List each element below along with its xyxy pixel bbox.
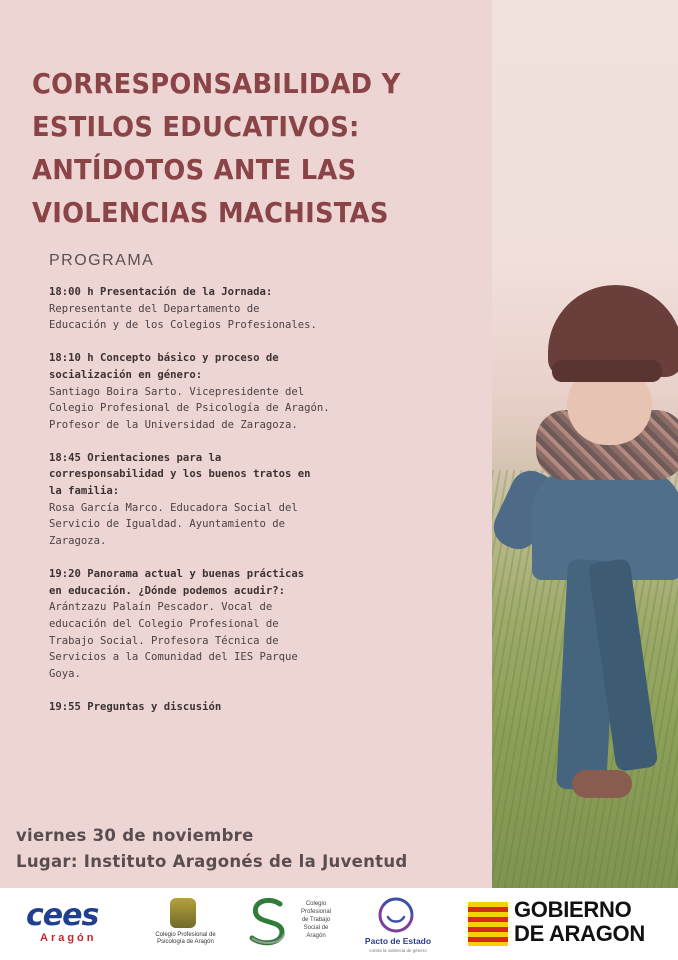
entry-body-line: Servicios a la Comunidad del IES Parque [49, 651, 298, 664]
poster-title [32, 62, 428, 234]
program-list [49, 284, 349, 729]
entry-body-line: Zaragoza. [49, 535, 107, 548]
child-photo [492, 0, 678, 888]
entry-body-line: Representante del Departamento de [49, 302, 260, 315]
entry-body-line: Goya. [49, 668, 81, 681]
cees-logo-region: Aragón [40, 932, 97, 944]
social-work-college-logo [244, 888, 344, 960]
pacto-estado-name: Pacto de Estado [364, 936, 432, 946]
cees-logo-name: cees [26, 898, 99, 933]
psychology-college-label [148, 932, 223, 946]
lion-emblem-icon [170, 898, 196, 928]
entry-head: 18:45 Orientaciones para la [49, 451, 222, 464]
logo-text-line: Aragón [306, 933, 326, 939]
title-line: ESTILOS EDUCATIVOS: [32, 110, 360, 143]
logo-text-line: Social de [303, 925, 329, 931]
program-entry [49, 566, 349, 683]
program-entry [49, 450, 349, 550]
entry-body-line: educación del Colegio Profesional de [49, 617, 279, 630]
logo-text-line: DE ARAGON [514, 921, 645, 946]
s-swirl-icon [248, 894, 288, 948]
logo-text-line: Colegio Profesional de [155, 932, 216, 938]
entry-head: corresponsabilidad y los buenos tratos en [49, 468, 311, 481]
entry-head: 19:55 Preguntas y discusión [49, 700, 222, 713]
event-place: Lugar: Instituto Aragonés de la Juventud [16, 852, 408, 871]
logo-text-line: Colegio Profesional [300, 901, 332, 915]
logo-text-line: GOBIERNO [514, 897, 632, 922]
program-entry [49, 350, 349, 434]
entry-body-line: Servicio de Igualdad. Ayuntamiento de [49, 518, 285, 531]
title-line: VIOLENCIAS MACHISTAS [32, 196, 389, 229]
pacto-estado-logo [356, 888, 440, 960]
entry-body-line: Arántzazu Palaín Pescador. Vocal de [49, 601, 273, 614]
smile-circle-icon [377, 896, 415, 934]
entry-head: 19:20 Panorama actual y buenas prácticas [49, 567, 305, 580]
entry-head: 18:00 h Presentación de la Jornada: [49, 286, 273, 298]
logo-text-line: Psicología de Aragón [157, 939, 214, 945]
entry-body-line: Profesor de la Universidad de Zaragoza. [49, 418, 298, 431]
title-line: ANTÍDOTOS ANTE LAS [32, 153, 357, 186]
entry-body-line: Educación y de los Colegios Profesionales. [49, 319, 317, 332]
entry-head: 18:10 h Concepto básico y proceso de [49, 352, 279, 365]
entry-body-line: Colegio Profesional de Psicología de Aragón. [49, 402, 330, 415]
aragon-flag-icon [468, 902, 508, 946]
logo-text-line: de Trabajo [301, 917, 331, 923]
entry-head: la familia: [49, 485, 120, 498]
program-entry [49, 284, 349, 334]
event-date: viernes 30 de noviembre [16, 826, 254, 845]
sponsor-logos [0, 888, 678, 960]
psychology-college-logo [148, 888, 223, 960]
program-entry [49, 699, 349, 716]
entry-head: en educación. ¿Dónde podemos acudir?: [49, 584, 285, 597]
gobierno-aragon-label [514, 898, 645, 946]
child-cap-brim [552, 360, 662, 382]
title-line: CORRESPONSABILIDAD Y [32, 67, 401, 100]
cees-logo [22, 888, 118, 960]
entry-body-line: Trabajo Social. Profesora Técnica de [49, 634, 279, 647]
social-work-college-label [290, 900, 342, 940]
program-heading: PROGRAMA [49, 252, 155, 269]
gobierno-aragon-logo [466, 888, 671, 960]
child-shoe [572, 770, 632, 798]
pacto-estado-sub: contra la violencia de género [369, 948, 427, 953]
entry-body-line: Santiago Boira Sarto. Vicepresidente del [49, 385, 305, 398]
entry-body-line: Rosa García Marco. Educadora Social del [49, 501, 298, 514]
entry-head: socialización en género: [49, 368, 203, 381]
